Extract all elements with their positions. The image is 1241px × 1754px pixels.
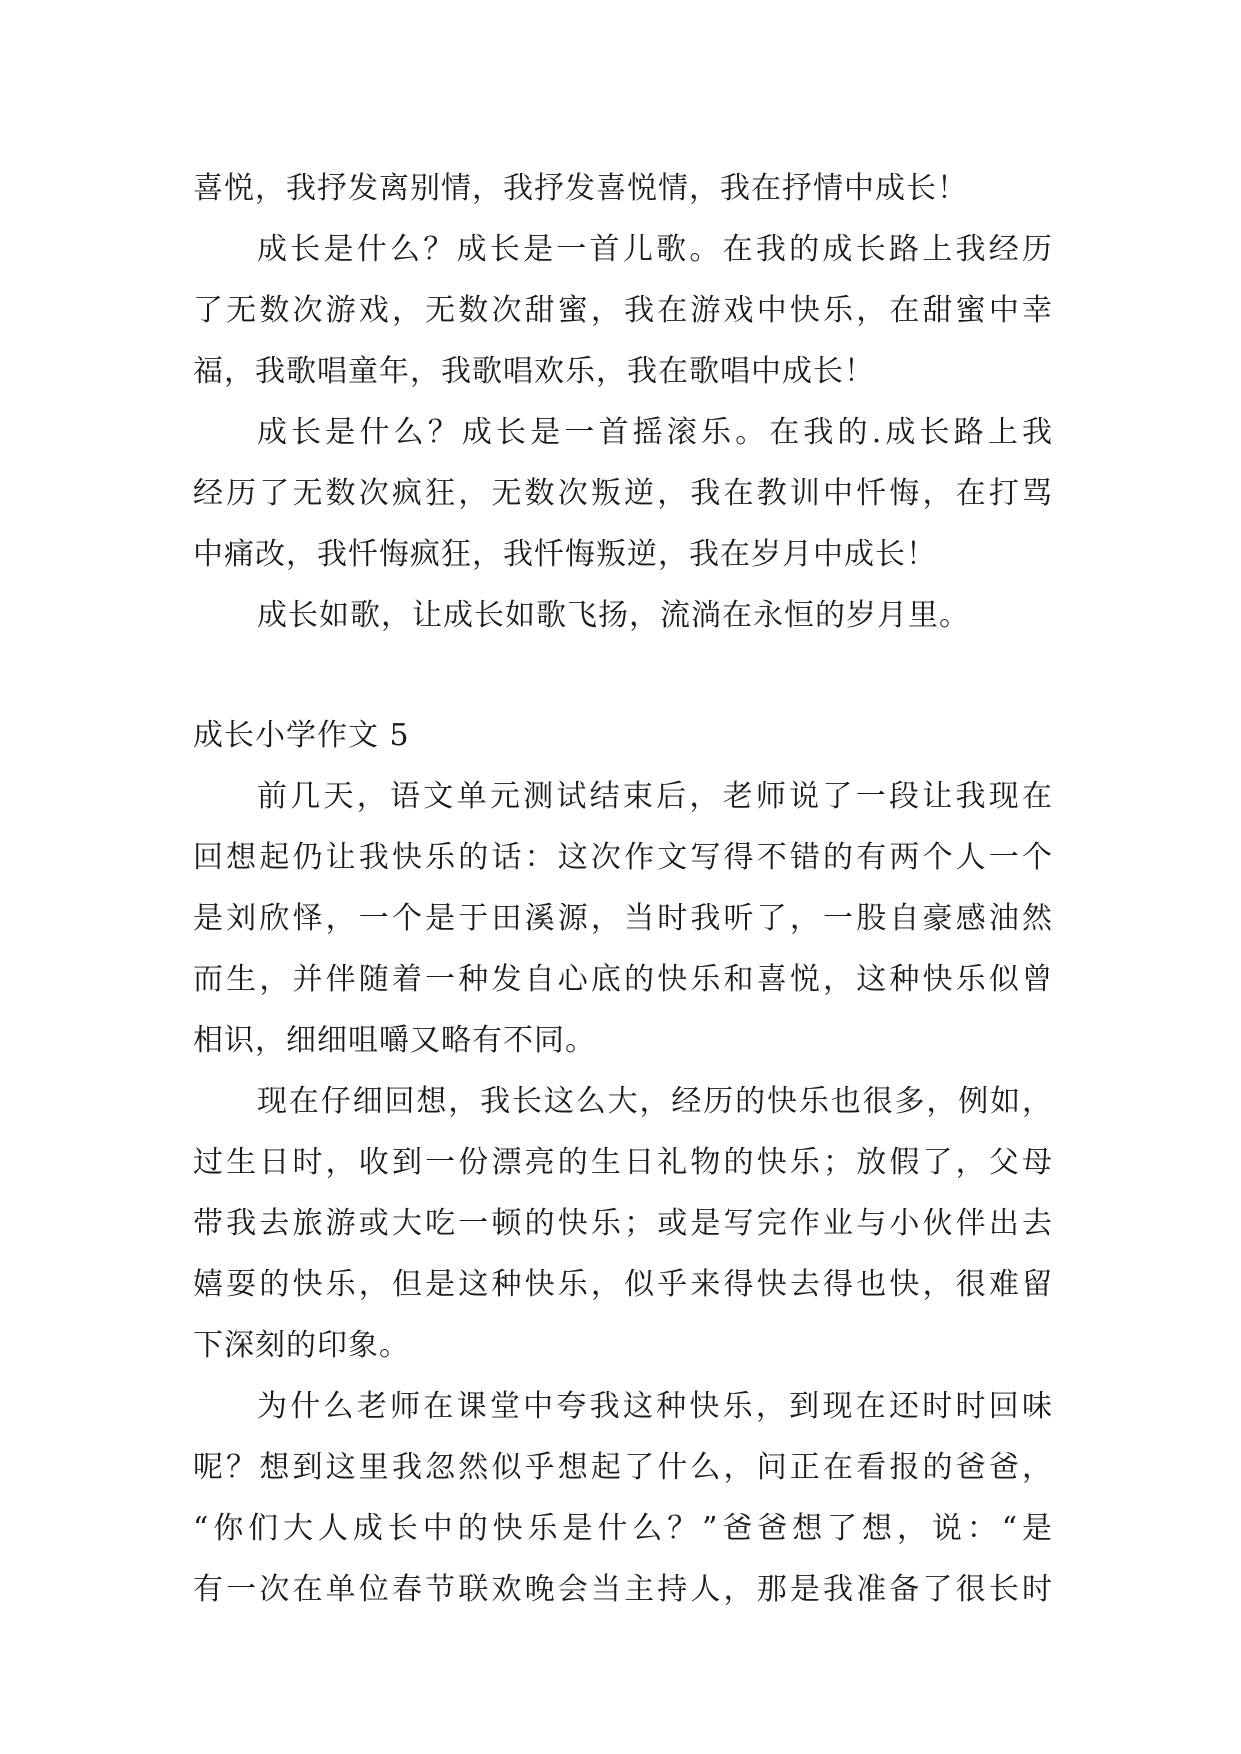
text-line: 中痛改，我忏悔疯狂，我忏悔叛逆，我在岁月中成长！ — [193, 537, 937, 572]
text-line: 经历了无数次疯狂，无数次叛逆，我在教训中忏悔，在打骂 — [193, 476, 1053, 511]
text-line: 了无数次游戏，无数次甜蜜，我在游戏中快乐，在甜蜜中幸 — [193, 293, 1053, 328]
text-line: 前几天，语文单元测试结束后，老师说了一段让我现在 — [257, 779, 1053, 814]
essay-section-5 — [193, 705, 1053, 1620]
essay-continuation — [193, 158, 1053, 646]
text-line: 带我去旅游或大吃一顿的快乐；或是写完作业与小伙伴出去 — [193, 1206, 1053, 1241]
paragraph — [193, 1071, 1053, 1376]
paragraph — [193, 766, 1053, 1071]
text-line: 有一次在单位春节联欢晚会当主持人，那是我准备了很长时 — [193, 1572, 1053, 1607]
text-line: 而生，并伴随着一种发自心底的快乐和喜悦，这种快乐似曾 — [193, 962, 1053, 997]
text-line: “你们大人成长中的快乐是什么？”爸爸想了想，说：“是 — [193, 1511, 1053, 1546]
text-line: 回想起仍让我快乐的话：这次作文写得不错的有两个人一个 — [193, 840, 1053, 875]
paragraph — [193, 158, 1053, 219]
text-line: 呢？想到这里我忽然似乎想起了什么，问正在看报的爸爸， — [193, 1450, 1053, 1485]
text-line: 成长如歌，让成长如歌飞扬，流淌在永恒的岁月里。 — [257, 598, 970, 633]
section-gap — [193, 646, 1053, 705]
paragraph — [193, 402, 1053, 585]
paragraph — [193, 1376, 1053, 1620]
text-line: 福，我歌唱童年，我歌唱欢乐，我在歌唱中成长！ — [193, 354, 875, 389]
text-line: 相识，细细咀嚼又略有不同。 — [193, 1023, 596, 1058]
text-line: 为什么老师在课堂中夸我这种快乐，到现在还时时回味 — [257, 1389, 1053, 1424]
text-line: 喜悦，我抒发离别情，我抒发喜悦情，我在抒情中成长！ — [193, 171, 968, 206]
text-line: 现在仔细回想，我长这么大，经历的快乐也很多，例如， — [257, 1084, 1053, 1119]
text-line: 成长是什么？成长是一首摇滚乐。在我的.成长路上我 — [257, 415, 1053, 450]
text-line: 过生日时，收到一份漂亮的生日礼物的快乐；放假了，父母 — [193, 1145, 1053, 1180]
document-page — [193, 158, 1053, 1620]
text-line: 嬉耍的快乐，但是这种快乐，似乎来得快去得也快，很难留 — [193, 1267, 1053, 1302]
text-line: 下深刻的印象。 — [193, 1328, 410, 1363]
text-line: 成长是什么？成长是一首儿歌。在我的成长路上我经历 — [257, 232, 1053, 267]
paragraph — [193, 219, 1053, 402]
essay-title: 成长小学作文 5 — [193, 718, 410, 753]
paragraph — [193, 585, 1053, 646]
text-line: 是刘欣怿，一个是于田溪源，当时我听了，一股自豪感油然 — [193, 901, 1053, 936]
